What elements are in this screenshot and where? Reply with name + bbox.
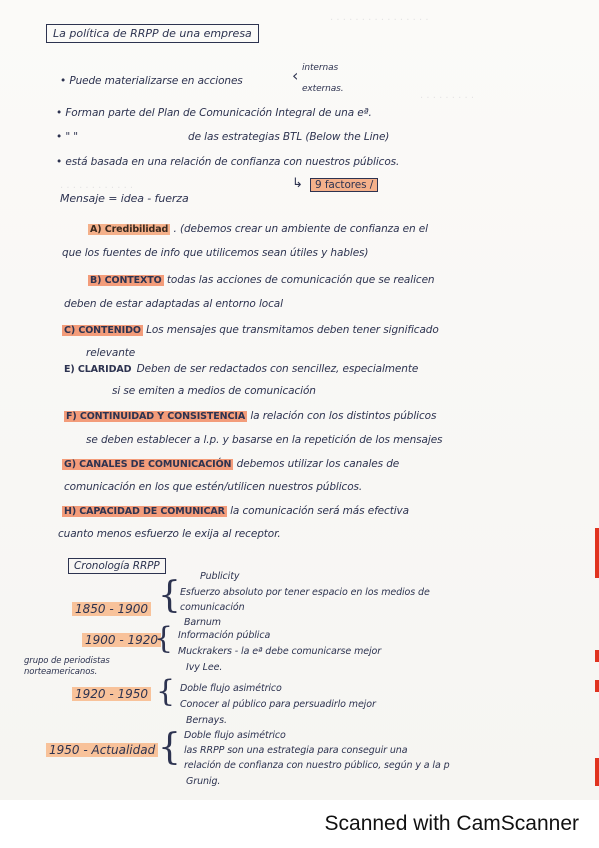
bleed-through-text: . . . . . . . . . . . . . . . . <box>330 12 429 23</box>
period-1950-line: Doble flujo asimétrico <box>184 730 286 741</box>
period-1900-line: Ivy Lee. <box>186 662 223 673</box>
mensaje-label: Mensaje = idea - fuerza <box>60 192 189 205</box>
cronologia-title: Cronología RRPP <box>68 558 166 574</box>
factor-capacidad-cont: cuanto menos esfuerzo le exija al receptor. <box>58 528 281 540</box>
brace-icon: { <box>158 727 181 768</box>
brace-icon: { <box>156 674 176 709</box>
period-1950-line: las RRPP son una estrategia para conseguir una <box>184 745 408 756</box>
bullet-btl: de las estrategias BTL (Below the Line) <box>188 131 390 143</box>
factor-continuidad-cont: se deben establecer a l.p. y basarse en la repetición de los mensajes <box>86 434 443 446</box>
period-1850-line: Publicity <box>200 571 240 582</box>
factor-credibilidad-cont: que los fuentes de info que utilicemos sean útiles y hables) <box>62 247 369 259</box>
red-edge-mark <box>595 680 599 692</box>
factor-capacidad: H) CAPACIDAD DE COMUNICAR la comunicación será más efectiva <box>64 505 409 517</box>
page-title: La política de RRPP de una empresa <box>46 24 259 43</box>
factor-continuidad: F) CONTINUIDAD Y CONSISTENCIA la relación con los distintos públicos <box>66 410 437 422</box>
red-edge-mark <box>595 650 599 662</box>
bleed-through-text: . . . . . . . . . <box>420 90 475 101</box>
bullet-sub-externas: externas. <box>302 84 344 94</box>
factor-claridad-cont: si se emiten a medios de comunicación <box>112 385 316 397</box>
period-1920-line: Conocer al público para persuadirlo mejor <box>180 699 376 710</box>
period-1920-line: Doble flujo asimétrico <box>180 683 282 694</box>
brace-icon: { <box>158 575 181 616</box>
muckrakers-note: grupo de periodistas norteamericanos. <box>24 656 110 677</box>
factor-credibilidad: A) Credibilidad . (debemos crear un ambiente de confianza en el <box>90 223 428 235</box>
factor-contenido: C) CONTENIDO Los mensajes que transmitamos deben tener significado <box>64 324 439 336</box>
factor-contexto-cont: deben de estar adaptadas al entorno local <box>64 298 283 310</box>
arrow-icon: ↳ <box>292 176 303 191</box>
period-1950-line: Grunig. <box>186 776 221 787</box>
period-1900-line: Muckrakers - la eª debe comunicarse mejor <box>178 646 382 657</box>
period-1850-line: Barnum <box>184 617 221 628</box>
period-date-1950: 1950 - Actualidad <box>46 743 158 757</box>
bullet-confianza: • está basada en una relación de confianza con nuestros públicos. <box>56 156 400 168</box>
period-1920-line: Bernays. <box>186 715 227 726</box>
bleed-through-text: . . . . . . . . . . . . <box>60 180 134 191</box>
period-1850-line: Esfuerzo absoluto por tener espacio en los medios de <box>180 587 430 598</box>
scanner-watermark: Scanned with CamScanner <box>324 812 579 835</box>
period-1950-line: relación de confianza con nuestro público, según y a la p <box>184 760 450 771</box>
factor-contexto: B) CONTEXTO todas las acciones de comunicación que se realicen <box>90 274 435 286</box>
period-date-1900: 1900 - 1920 <box>82 633 161 647</box>
period-date-1850: 1850 - 1900 <box>72 602 151 616</box>
factor-contenido-cont: relevante <box>86 347 136 359</box>
bullet-acciones: • Puede materializarse en acciones <box>60 75 243 87</box>
period-1850-line: comunicación <box>180 602 245 613</box>
red-edge-mark <box>595 528 599 578</box>
scanner-footer <box>0 800 599 848</box>
bullet-sub-internas: internas <box>302 63 339 73</box>
factor-canales: G) CANALES DE COMUNICACIÓN debemos utilizar los canales de <box>64 458 400 470</box>
factor-claridad: E) CLARIDAD Deben de ser redactados con sencillez, especialmente <box>64 363 419 375</box>
factor-canales-cont: comunicación en los que estén/utilicen nuestros públicos. <box>64 481 363 493</box>
red-edge-mark <box>595 758 599 786</box>
bullet-plan-comunicacion: • Forman parte del Plan de Comunicación Integral de una eª. <box>56 107 372 119</box>
period-1900-line: Información pública <box>178 630 271 641</box>
factores-box: 9 factores / <box>310 178 378 192</box>
brace-icon: ‹ <box>292 66 299 85</box>
period-date-1920: 1920 - 1950 <box>72 687 151 701</box>
bullet-ditto: • " " <box>56 131 79 143</box>
brace-icon: { <box>154 621 174 656</box>
